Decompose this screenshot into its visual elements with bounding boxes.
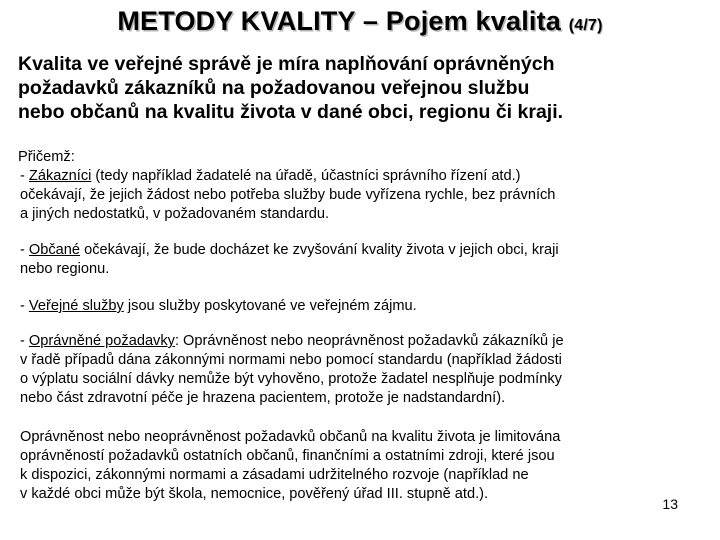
- intro-text: Přičemž:: [18, 149, 75, 165]
- item-line: v řadě případů dána zákonnými normami nebo pomocí standardu (například žádosti: [20, 352, 562, 368]
- item-text: (tedy například žadatelé na úřadě, účastníci správního řízení atd.): [91, 168, 521, 184]
- slide-title: [0, 6, 720, 37]
- definition-line: požadavků zákazníků na požadovanou veřejnou službu: [18, 77, 530, 99]
- item-line: nebo část zdravotní péče je hrazena pacientem, protože je nadstandardní).: [20, 390, 506, 406]
- term-customers: Zákazníci: [28, 168, 92, 184]
- item-first-line: [20, 167, 700, 186]
- closing-paragraph: [20, 428, 700, 504]
- item-prefix: -: [20, 242, 29, 258]
- item-line: nebo regionu.: [20, 261, 110, 277]
- item-text: : Oprávněnost nebo neoprávněnost požadavků zákazníků je: [174, 333, 564, 349]
- item-prefix: -: [20, 333, 29, 349]
- slide-title-text: METODY KVALITY – Pojem kvalita: [117, 6, 562, 36]
- definition-line: Kvalita ve veřejné správě je míra naplňování oprávněných: [18, 53, 555, 75]
- item-line: očekávají, že jejich žádost nebo potřeba služby bude vyřízena rychle, bez právních: [20, 187, 556, 203]
- item-prefix: -: [20, 168, 29, 184]
- item-prefix: -: [20, 298, 29, 314]
- item-first-line: [20, 297, 700, 316]
- term-legitimate-requirements: Oprávněné požadavky: [28, 333, 175, 349]
- page-number: 13: [662, 496, 678, 512]
- item-line: o výplatu sociální dávky nemůže být vyhověno, protože žadatel nesplňuje podmínky: [20, 371, 562, 387]
- item-text: očekávají, že bude docházet ke zvyšování kvality života v jejich obci, kraji: [80, 242, 559, 258]
- item-text: jsou služby poskytované ve veřejném zájmu.: [123, 298, 417, 314]
- term-public-services: Veřejné služby: [28, 298, 124, 314]
- item-public-services: [20, 297, 700, 316]
- item-citizens: [20, 241, 700, 279]
- term-citizens: Občané: [28, 242, 81, 258]
- definition-line: nebo občanů na kvalitu života v dané obci, regionu či kraji.: [18, 101, 564, 123]
- item-line: a jiných nedostatků, v požadovaném standardu.: [20, 206, 330, 222]
- closing-line: Oprávněnost nebo neoprávněnost požadavků občanů na kvalitu života je limitována: [20, 429, 561, 445]
- closing-line: k dispozici, zákonnými normami a zásadami udržitelného rozvoje (například ne: [20, 467, 529, 483]
- item-first-line: [20, 332, 700, 351]
- item-customers: [20, 167, 700, 224]
- closing-line: oprávněností požadavků ostatních občanů, finančními a ostatními zdroji, které jsou: [20, 448, 555, 464]
- definition-paragraph: [18, 52, 716, 124]
- slide-counter: (4/7): [568, 17, 603, 34]
- item-first-line: [20, 241, 700, 260]
- item-legitimate-requirements: [20, 332, 700, 408]
- closing-line: v každé obci může být škola, nemocnice, pověřený úřad III. stupně atd.).: [20, 486, 489, 502]
